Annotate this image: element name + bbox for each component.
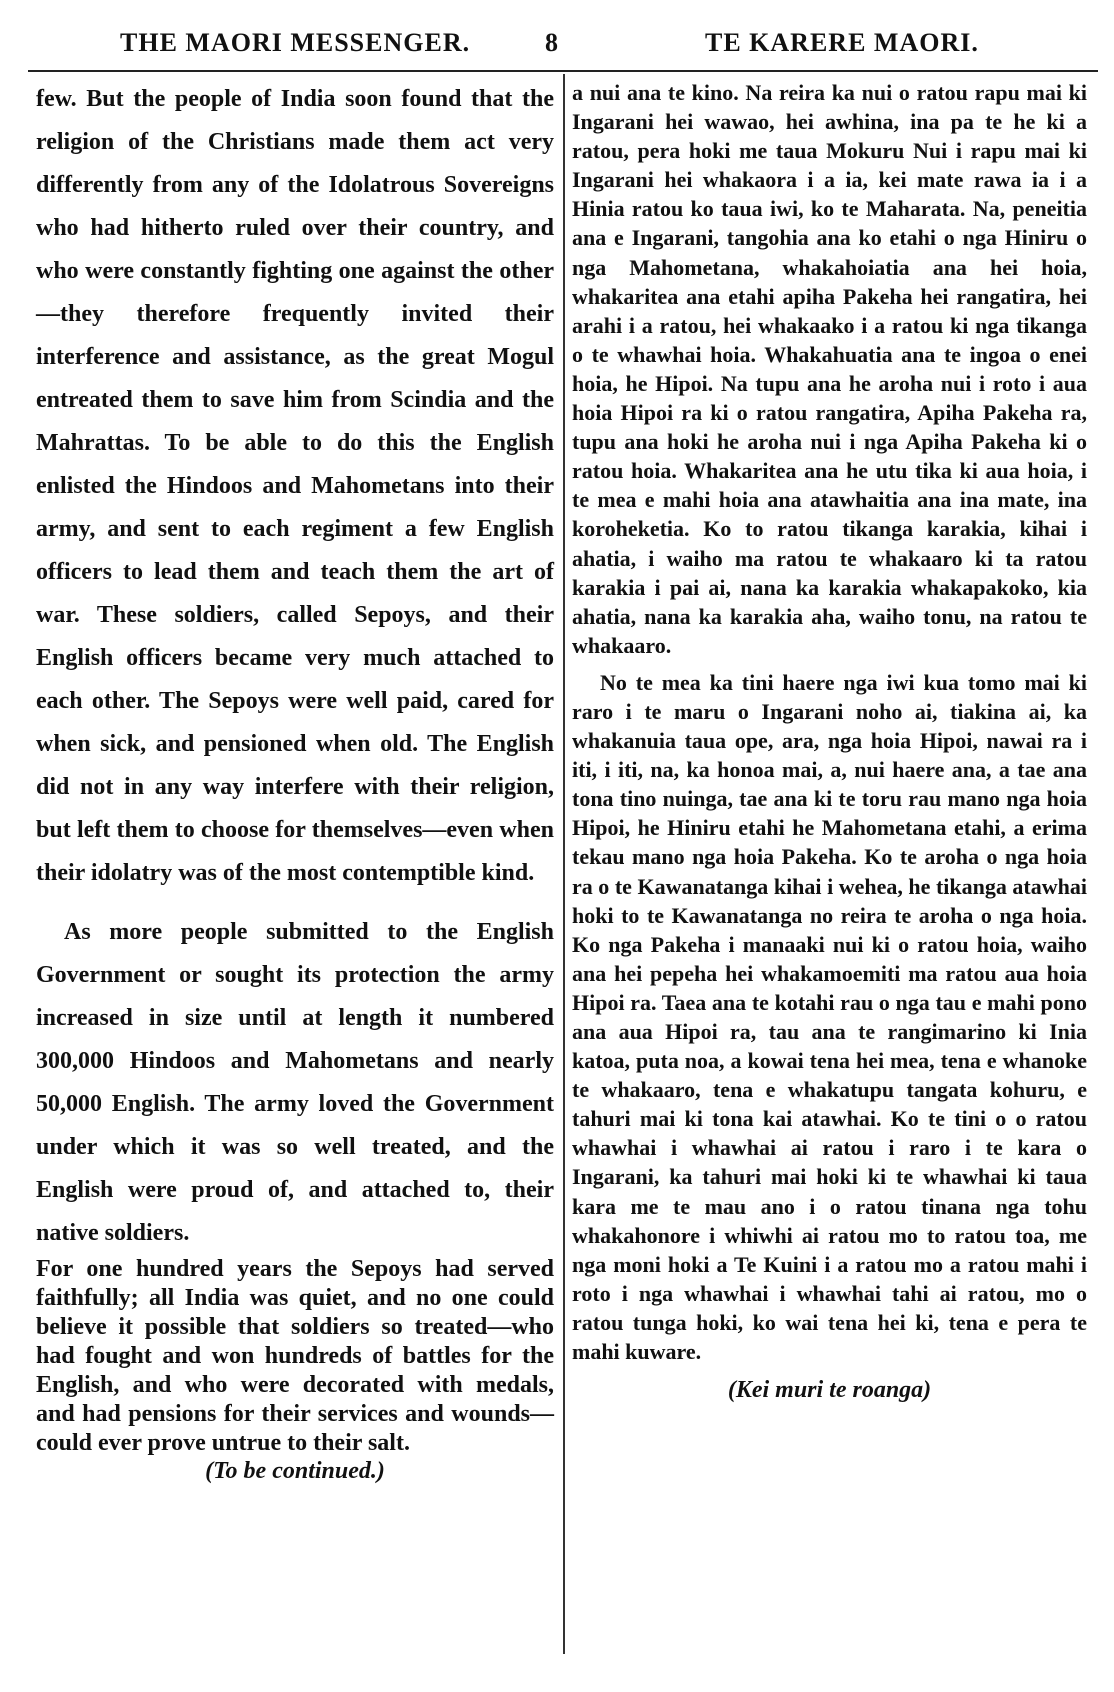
- header-english-title: THE MAORI MESSENGER.: [120, 28, 471, 57]
- english-paragraph-2: As more people submitted to the English Government or sought its protection the army increased in size until at length it numbered 300,000 Hindoos and Mahometans and nearly 50,000 English. The army loved the Government under which it was so well treated, and the English were proud of, and attached to, their native soldiers.: [36, 919, 554, 1246]
- header-rule: [28, 70, 1098, 72]
- maori-paragraph-2: No te mea ka tini haere nga iwi kua tomo mai ki raro i te maru o Ingarani noho ai, tiakina ai, ka whakanuia taua ope, ara, nga hoia Hipoi, nawai ra i iti, i iti, na, ka honoa mai, a, nui haere ana, a tae ana tona tino nuinga, tae ana ki te toru rau mano nga hoia Hipoi, he Hiniru etahi he Mahometana etahi, a erima tekau mano nga hoia Pakeha. Ko te aroha o nga hoia ra o te Kawanatanga kihai i wehea, he tikanga atawhai hoki to te Kawanatanga no reira te aroha o nga hoia. Ko nga Pakeha i manaaki nui ki o ratou hoia, waiho ana hei pepeha hei whakamoemiti ma ratou aua hoia Hipoi ra. Taea ana te kotahi rau o nga tau e mahi pono ana aua Hipoi ra, tau ana te rangimarino ki Inia katoa, puta noa, a kowai tena hei mea, tena e whanoke te whakaaro, tena e whakatupu tangata kohuru, e tahuri mai ki tona kai atawhai. Ko te tini o o ratou whawhai i whawhai ai ratou i raro i te kara o Ingarani, ka tahuri mai hoki ki te whawhai ki taua kara me te mau ano i o ratou tinana nga tohu whakahonore i whiwhi ai ratou mo to ratou toa, me nga moni hoki a Te Kuini i a ratou mo a ratou mahi i roto i nga whawhai i whawhai tahi ai ratou, mo o ratou tunga hoki, ko wai tena hei ki, tena e pera te mahi kuware.: [572, 669, 1087, 1365]
- column-divider: [563, 74, 565, 1654]
- header-maori-title: TE KARERE MAORI.: [705, 28, 979, 57]
- page-header: [0, 0, 1114, 70]
- english-column: [36, 78, 554, 1485]
- english-paragraph-1: few. But the people of India soon found that the religion of the Christians made them act very differently from any of the Idolatrous Sovereigns who had hitherto ruled over their country, and who were constantly fighting one against the other—they therefore frequently invited their interference and assistance, as the great Mogul entreated them to save him from Scindia and the Mahrattas. To be able to do this the English enlisted the Hindoos and Mahometans into their army, and sent to each regiment a few English officers to lead them and teach them the art of war. These soldiers, called Sepoys, and their English officers became very much attached to each other. The Sepoys were well paid, cared for when sick, and pensioned when old. The English did not in any way interfere with their religion, but left them to choose for themselves—even when their idolatry was of the most contemptible kind.: [36, 86, 554, 886]
- english-paragraph-3: For one hundred years the Sepoys had served faithfully; all India was quiet, and no one could believe it possible that soldiers so treated—who had fought and won hundreds of battles for the English, and who were decorated with medals, and had pensions for their services and wounds—could ever prove untrue to their salt.: [36, 1256, 554, 1456]
- header-page-number: 8: [545, 28, 559, 57]
- english-to-be-continued: (To be continued.): [205, 1458, 385, 1484]
- maori-to-be-continued: (Kei muri te roanga): [727, 1377, 932, 1404]
- maori-paragraph-1: a nui ana te kino. Na reira ka nui o ratou rapu mai ki Ingarani hei wawao, hei awhina, ina pa te he ki a ratou, pera hoki me taua Mokuru Nui i rapu mai ki Ingarani hei whakaora i a ia, kei mate rawa ia i a Hinia ratou ko taua iwi, ko te Maharata. Na, peneitia ana e Ingarani, tangohia ana ko etahi o nga Hiniru o nga Mahometana, whakahoiatia ana hei hoia, whakaritea ana etahi apiha Pakeha hei rangatira, hei arahi i a ratou, hei whakaako i a ratou ki nga tikanga o te whawhai hoia. Whakahuatia ana te ingoa o enei hoia, he Hipoi. Na tupu ana he aroha nui i roto i aua hoia Hipoi ra ki o ratou rangatira, Apiha Pakeha ra, tupu ana hoki he aroha nui i nga Apiha Pakeha ki o ratou hoia. Whakaritea ana he utu tika ki aua hoia, i te mea e mahi hoia ana atawhaitia ana ina mate, ina koroheketia. Ko to ratou tikanga karakia, kihai i ahatia, i waiho ma ratou te whakaaro ki ta ratou karakia i pai ai, nana ka karakia whakapakoko, kia ahatia, nana ka karakia aha, waiho tonu, na ratou te whakaaro.: [572, 80, 1087, 658]
- maori-column: [572, 78, 1087, 1405]
